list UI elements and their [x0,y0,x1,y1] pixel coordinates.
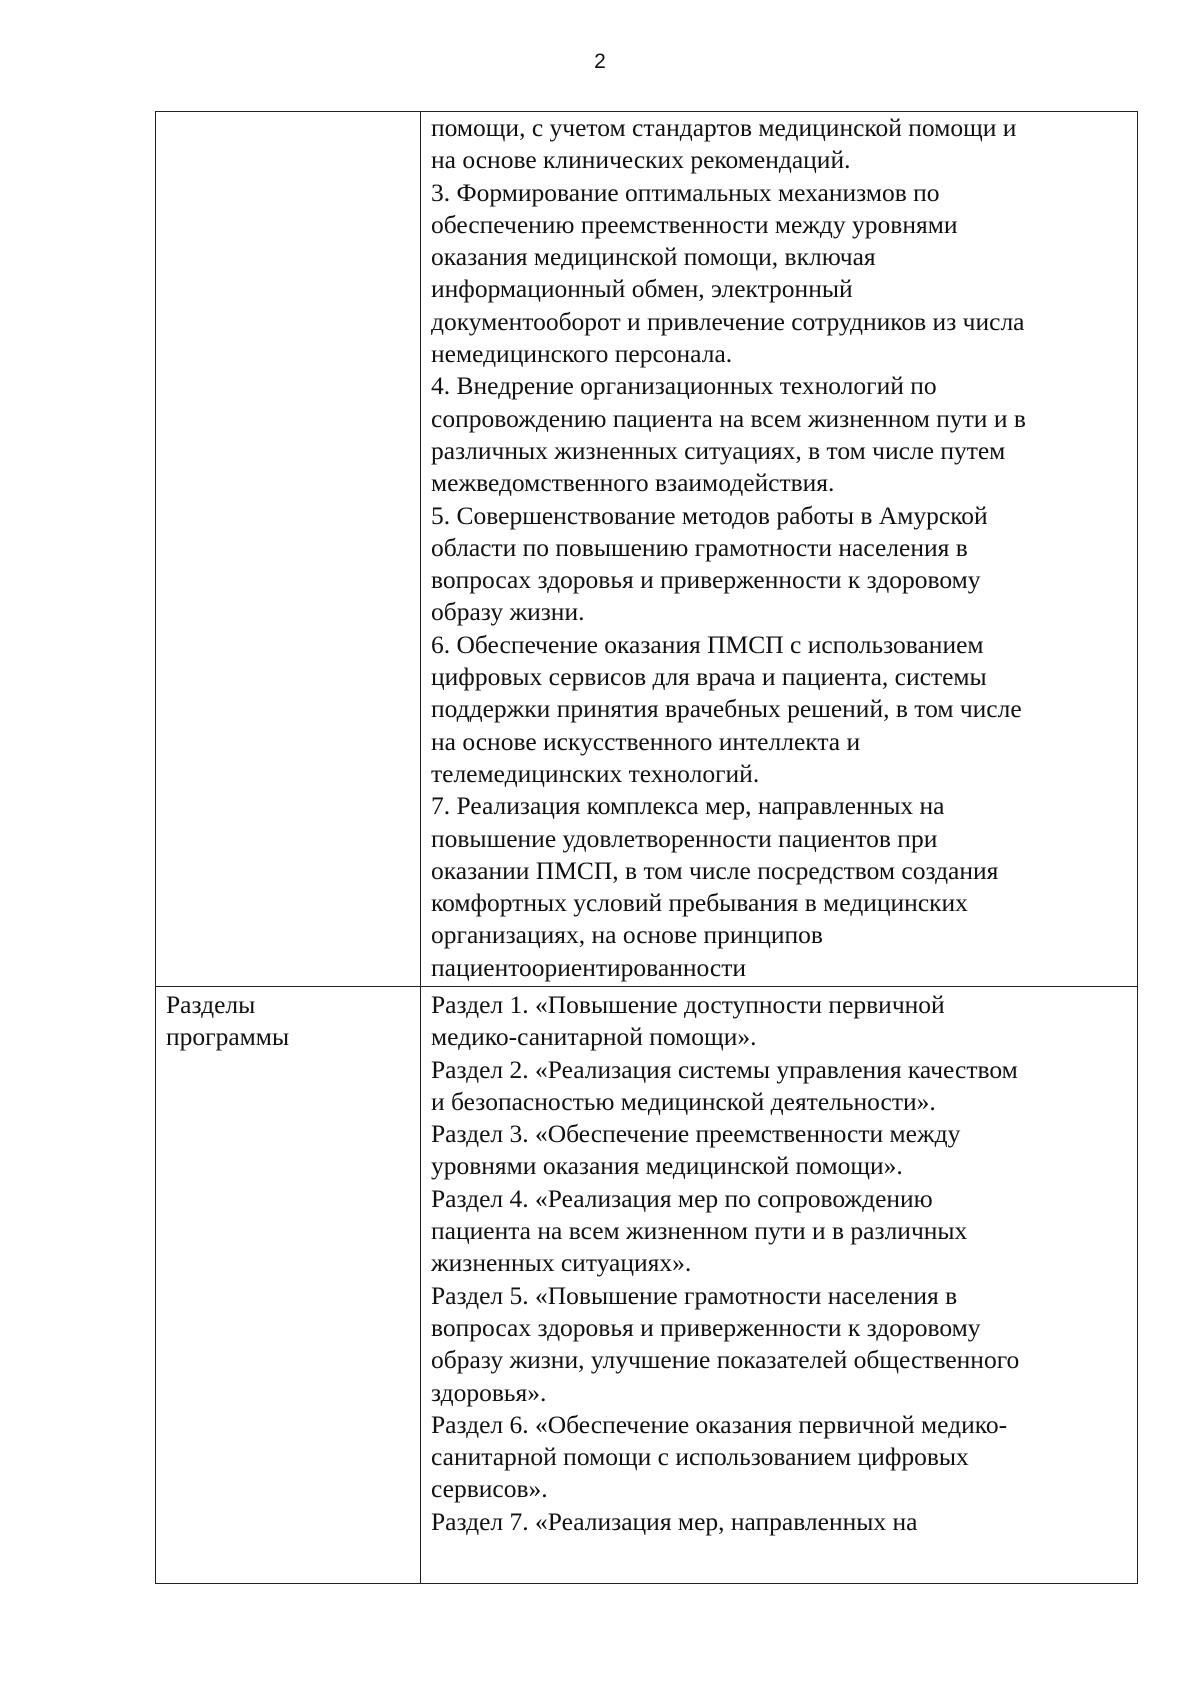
text-line: сопровождению пациента на всем жизненном пути и в [431,403,1026,433]
text-line: 7. Реализация комплекса мер, направленных на [431,791,945,821]
text-line: телемедицинских технологий. [431,758,760,788]
text-line: Разделы [166,990,256,1019]
text-line: немедицинского персонала. [431,339,733,369]
table-row-tasks [156,112,1138,987]
text-line: Раздел 7. «Реализация мер, направленных на [431,1506,918,1536]
page-number: 2 [594,50,606,73]
text-line: Раздел 6. «Обеспечение оказания первичной медико- [431,1409,1008,1439]
text-line: жизненных ситуациях». [431,1248,692,1278]
text-line: обеспечению преемственности между уровнями [431,209,958,239]
text-line: программы [166,1022,290,1052]
text-line: комфортных условий пребывания в медицинских [431,888,968,918]
text-line: сервисов». [431,1474,548,1504]
text-line: санитарной помощи с использованием цифровых [431,1442,969,1472]
text-line: на основе искусственного интеллекта и [431,726,861,756]
text-line: документооборот и привлечение сотрудников из числа [431,306,1025,336]
text-line: образу жизни. [431,597,585,627]
text-line: Раздел 2. «Реализация системы управления качеством [431,1054,1018,1084]
text-line: образу жизни, улучшение показателей общественного [431,1345,1020,1375]
text-line: организациях, на основе принципов [431,920,823,950]
text-line: оказании ПМСП, в том числе посредством создания [431,855,999,885]
text-line: Раздел 4. «Реализация мер по сопровождению [431,1183,933,1213]
text-line: Раздел 1. «Повышение доступности первичной [431,990,945,1019]
text-line: цифровых сервисов для врача и пациента, системы [431,662,987,692]
sections-cell [421,987,1138,1584]
text-line: Раздел 3. «Обеспечение преемственности между [431,1119,961,1149]
text-line: межведомственного взаимодействия. [431,468,835,498]
row-label-empty [156,112,421,987]
text-line: 3. Формирование оптимальных механизмов по [431,177,940,207]
text-line: здоровья». [431,1377,547,1407]
text-line: уровнями оказания медицинской помощи». [431,1151,903,1181]
text-line: Раздел 5. «Повышение грамотности населения в [431,1280,958,1310]
sections-label [166,989,414,1054]
text-line: информационный обмен, электронный [431,274,853,304]
text-line: области по повышению грамотности населения в [431,532,968,562]
table-row-sections [156,987,1138,1584]
text-line: вопросах здоровья и приверженности к здоровому [431,565,981,595]
tasks-text [431,112,1131,984]
text-line: на основе клинических рекомендаций. [431,145,851,175]
text-line: различных жизненных ситуациях, в том числе путем [431,435,1006,465]
text-line: 4. Внедрение организационных технологий по [431,371,937,401]
sections-text [431,989,1131,1538]
text-line: пациента на всем жизненном пути и в различных [431,1216,968,1246]
text-line: и безопасностью медицинской деятельности». [431,1086,936,1116]
text-line: вопросах здоровья и приверженности к здоровому [431,1312,981,1342]
text-line: повышение удовлетворенности пациентов при [431,823,938,853]
text-line: помощи, с учетом стандартов медицинской помощи и [431,113,1017,142]
row-label-sections [156,987,421,1584]
tasks-cell [421,112,1138,987]
text-line: оказания медицинской помощи, включая [431,242,876,272]
text-line: медико-санитарной помощи». [431,1022,757,1052]
program-passport-table [155,111,1138,1584]
text-line: 6. Обеспечение оказания ПМСП с использованием [431,629,984,659]
text-line: поддержки принятия врачебных решений, в том числе [431,694,1022,724]
text-line: 5. Совершенствование методов работы в Амурской [431,500,988,530]
text-line: пациентоориентированности [431,952,746,982]
